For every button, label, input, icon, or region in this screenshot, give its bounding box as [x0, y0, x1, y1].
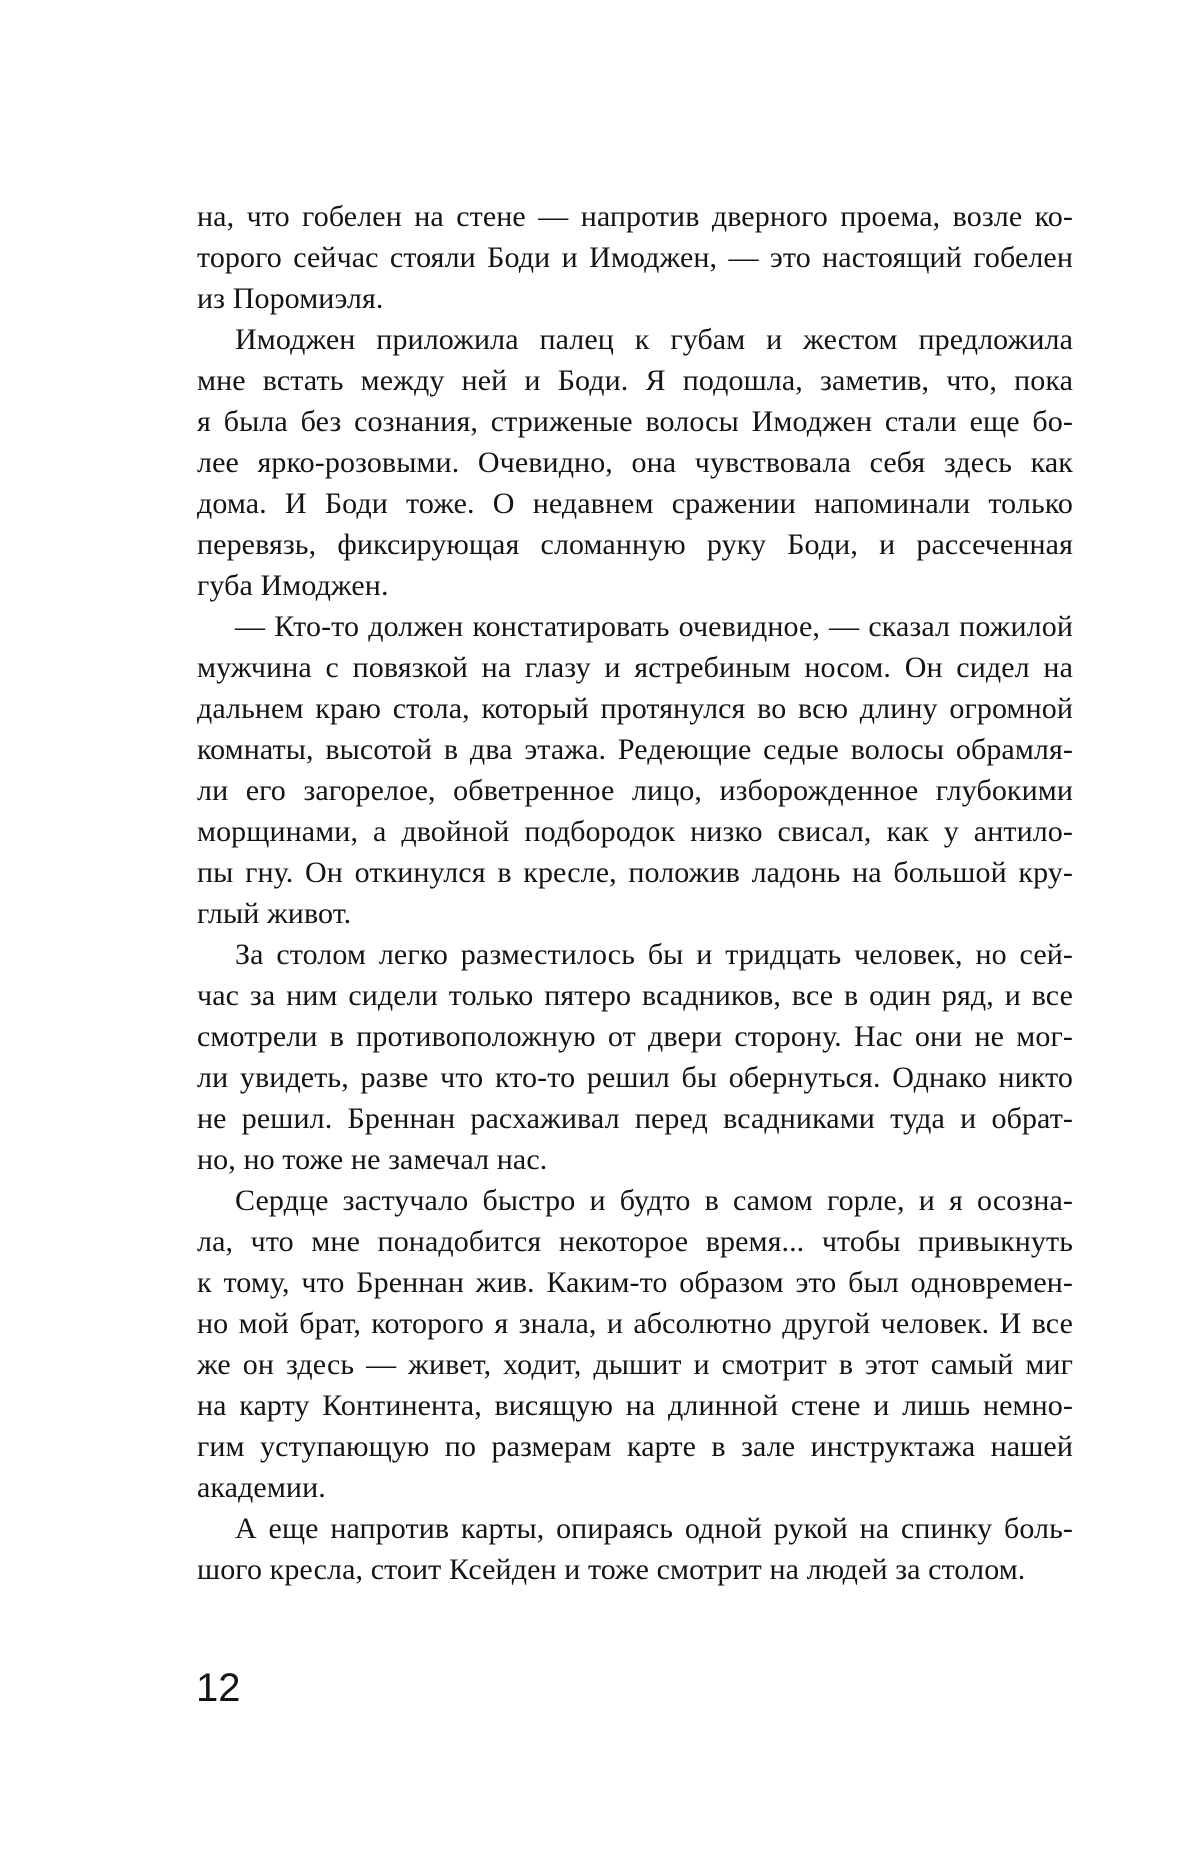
- text-line: Имоджен приложила палец к губам и жестом предложила: [235, 323, 1073, 356]
- page-text: [197, 196, 1073, 1590]
- text-line: шого кресла, стоит Ксейден и тоже смотрит на людей за столом.: [197, 1553, 1026, 1586]
- text-line: пы гну. Он откинулся в кресле, положив ладонь на большой кру-: [197, 856, 1073, 889]
- text-line: А еще напротив карты, опираясь одной рукой на спинку боль-: [235, 1512, 1073, 1545]
- text-line: на карту Континента, висящую на длинной стене и лишь немно-: [197, 1389, 1073, 1422]
- text-line: морщинами, а двойной подбородок низко свисал, как у антило-: [197, 815, 1073, 848]
- page-number: 12: [196, 1666, 241, 1710]
- text-line: не решил. Бреннан расхаживал перед всадниками туда и обрат-: [197, 1102, 1073, 1135]
- text-line: же он здесь — живет, ходит, дышит и смотрит в этот самый миг: [197, 1348, 1073, 1381]
- text-line: я была без сознания, стриженые волосы Имоджен стали еще бо-: [197, 405, 1073, 438]
- text-line: Сердце застучало быстро и будто в самом горле, и я осозна-: [235, 1184, 1073, 1217]
- text-line: губа Имоджен.: [197, 569, 389, 602]
- text-line: на, что гобелен на стене — напротив дверного проема, возле ко-: [197, 200, 1073, 233]
- text-line: час за ним сидели только пятеро всадников, все в один ряд, и все: [197, 979, 1073, 1012]
- text-line: перевязь, фиксирующая сломанную руку Боди, и рассеченная: [197, 528, 1073, 561]
- text-line: мужчина с повязкой на глазу и ястребиным носом. Он сидел на: [197, 651, 1073, 684]
- text-line: гим уступающую по размерам карте в зале инструктажа нашей: [197, 1430, 1073, 1463]
- text-line: торого сейчас стояли Боди и Имоджен, — это настоящий гобелен: [197, 241, 1073, 274]
- text-line: ла, что мне понадобится некоторое время... чтобы привыкнуть: [197, 1225, 1073, 1258]
- text-line: дома. И Боди тоже. О недавнем сражении напоминали только: [197, 487, 1073, 520]
- text-line: лее ярко-розовыми. Очевидно, она чувствовала себя здесь как: [197, 446, 1073, 479]
- text-line: к тому, что Бреннан жив. Каким-то образом это был одновремен-: [197, 1266, 1073, 1299]
- text-line: смотрели в противоположную от двери сторону. Нас они не мог-: [197, 1020, 1073, 1053]
- text-line: дальнем краю стола, который протянулся во всю длину огромной: [197, 692, 1073, 725]
- text-line: академии.: [197, 1471, 326, 1504]
- text-line: из Поромиэля.: [197, 282, 384, 315]
- text-line: мне встать между ней и Боди. Я подошла, заметив, что, пока: [197, 364, 1073, 397]
- text-line: но, но тоже не замечал нас.: [197, 1143, 548, 1176]
- text-line: ли увидеть, разве что кто-то решил бы обернуться. Однако никто: [197, 1061, 1073, 1094]
- text-line: глый живот.: [197, 897, 352, 930]
- text-line: ли его загорелое, обветренное лицо, изборожденное глубокими: [197, 774, 1073, 807]
- text-line: комнаты, высотой в два этажа. Редеющие седые волосы обрамля-: [197, 733, 1073, 766]
- text-line: но мой брат, которого я знала, и абсолютно другой человек. И все: [197, 1307, 1073, 1340]
- text-line: — Кто-то должен констатировать очевидное, — сказал пожилой: [235, 610, 1073, 643]
- text-line: За столом легко разместилось бы и тридцать человек, но сей-: [235, 938, 1073, 971]
